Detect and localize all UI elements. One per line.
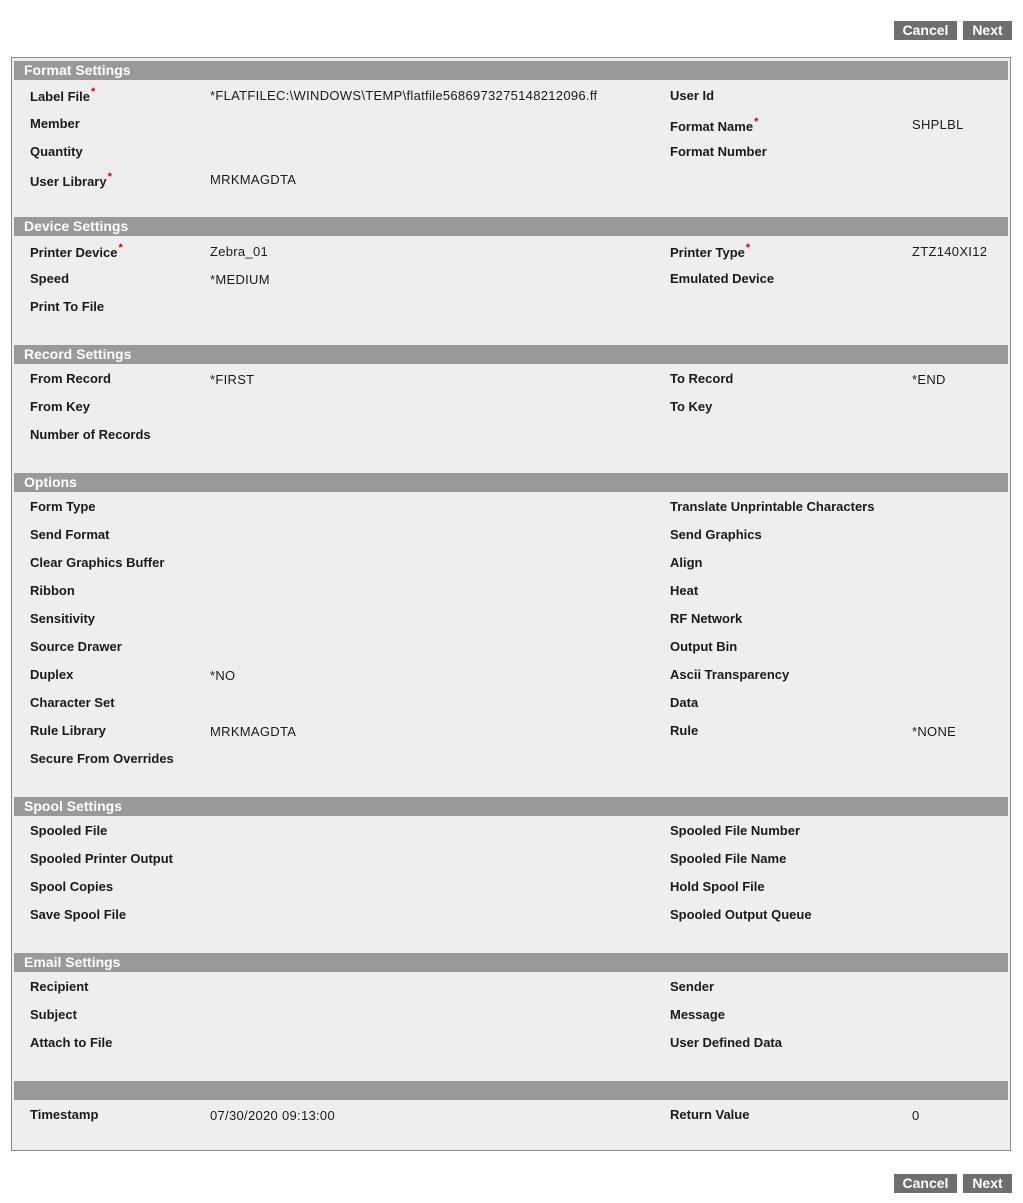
field-label-spooled-output-queue: Spooled Output Queue: [670, 907, 812, 922]
result-section: [14, 1081, 1008, 1123]
required-marker: *: [745, 242, 751, 254]
required-marker: *: [754, 116, 759, 128]
next-button-top[interactable]: Next: [963, 21, 1012, 40]
top-button-bar: [894, 21, 1012, 40]
form-row: [14, 499, 1008, 519]
format-name-value: SHPLBL: [912, 117, 964, 132]
printer-type-value: ZTZ140XI12: [912, 244, 988, 259]
field-label-align: Align: [670, 555, 703, 570]
form-row: [14, 527, 1008, 547]
field-label-format-name: Format Name*: [670, 116, 759, 134]
next-button-bottom[interactable]: Next: [963, 1174, 1012, 1193]
record-settings-section: [14, 345, 1008, 442]
field-label-printer-device: Printer Device*: [30, 242, 123, 260]
field-label-number-of-records: Number of Records: [30, 427, 151, 442]
field-label-recipient: Recipient: [30, 979, 89, 994]
section-header: [14, 1081, 1008, 1100]
field-label-label-file: Label File*: [30, 86, 96, 104]
form-row: [14, 751, 1008, 771]
form-row: [14, 851, 1008, 871]
field-label-hold-spool-file: Hold Spool File: [670, 879, 765, 894]
form-row: [14, 427, 1008, 447]
field-label-sender: Sender: [670, 979, 715, 994]
form-row: [14, 611, 1008, 631]
form-row: [14, 144, 1008, 164]
section-header: Spool Settings: [14, 797, 1008, 816]
field-label-heat: Heat: [670, 583, 699, 598]
form-row: [14, 583, 1008, 603]
field-label-character-set: Character Set: [30, 695, 115, 710]
field-label-emulated-device: Emulated Device: [670, 271, 775, 286]
field-label-duplex: Duplex: [30, 667, 74, 682]
field-label-send-graphics: Send Graphics: [670, 527, 762, 542]
form-row: [14, 171, 1008, 194]
field-label-source-drawer: Source Drawer: [30, 639, 122, 654]
required-marker: *: [118, 242, 123, 254]
field-label-attach-to-file: Attach to File: [30, 1035, 113, 1050]
section-header: Record Settings: [14, 345, 1008, 364]
field-label-spooled-file-name: Spooled File Name: [670, 851, 787, 866]
form-row: [14, 723, 1008, 743]
field-label-speed: Speed: [30, 271, 70, 286]
field-label-output-bin: Output Bin: [670, 639, 738, 654]
field-label-clear-graphics-buffer: Clear Graphics Buffer: [30, 555, 165, 570]
form-row: [14, 371, 1008, 391]
field-label-return-value: Return Value: [670, 1107, 750, 1122]
printer-device-value: Zebra_01: [210, 244, 269, 259]
field-label-spooled-file: Spooled File: [30, 823, 108, 838]
options-section: [14, 473, 1008, 766]
form-row: [14, 1007, 1008, 1027]
field-label-print-to-file: Print To File: [30, 299, 105, 314]
field-label-spooled-printer-output: Spooled Printer Output: [30, 851, 173, 866]
form-row: [14, 1107, 1008, 1127]
cancel-button-bottom[interactable]: Cancel: [894, 1174, 957, 1193]
user-library-value: MRKMAGDTA: [210, 172, 297, 187]
field-label-quantity: Quantity: [30, 144, 83, 159]
field-label-spool-copies: Spool Copies: [30, 879, 114, 894]
section-header: Device Settings: [14, 217, 1008, 236]
form-row: [14, 399, 1008, 419]
form-row: [14, 271, 1008, 291]
field-label-member: Member: [30, 116, 80, 131]
field-label-from-key: From Key: [30, 399, 90, 414]
form-row: [14, 116, 1008, 136]
field-label-ascii-transparency: Ascii Transparency: [670, 667, 790, 682]
form-row: [14, 979, 1008, 999]
form-row: [14, 86, 1008, 109]
field-label-to-key: To Key: [670, 399, 713, 414]
device-settings-section: [14, 217, 1008, 314]
bottom-button-bar: [894, 1174, 1012, 1193]
field-label-rf-network: RF Network: [670, 611, 743, 626]
field-label-translate-unprintable: Translate Unprintable Characters: [670, 499, 875, 514]
rule-value: *NONE: [912, 724, 957, 739]
required-marker: *: [90, 86, 96, 98]
field-label-rule: Rule: [670, 723, 699, 738]
field-label-format-number: Format Number: [670, 144, 767, 159]
field-label-user-library: User Library*: [30, 171, 112, 189]
form-row: [14, 1035, 1008, 1055]
section-header: Format Settings: [14, 61, 1008, 80]
field-label-secure-from-overrides: Secure From Overrides: [30, 751, 174, 766]
label-file-value: *FLATFILEC:\WINDOWS\TEMP\flatfile5686973275148212096.ff: [210, 88, 598, 103]
spool-settings-section: [14, 797, 1008, 922]
to-record-value: *END: [912, 372, 946, 387]
field-label-timestamp: Timestamp: [30, 1107, 99, 1122]
field-label-printer-type: Printer Type*: [670, 242, 751, 260]
field-label-form-type: Form Type: [30, 499, 96, 514]
return-value-value: 0: [912, 1108, 920, 1123]
format-settings-section: [14, 61, 1008, 189]
form-row: [14, 667, 1008, 687]
field-label-user-defined-data: User Defined Data: [670, 1035, 782, 1050]
duplex-value: *NO: [210, 668, 236, 683]
field-label-to-record: To Record: [670, 371, 734, 386]
form-row: [14, 299, 1008, 319]
field-label-save-spool-file: Save Spool File: [30, 907, 127, 922]
rule-library-value: MRKMAGDTA: [210, 724, 297, 739]
required-marker: *: [107, 171, 112, 183]
timestamp-value: 07/30/2020 09:13:00: [210, 1108, 335, 1123]
field-label-rule-library: Rule Library: [30, 723, 106, 738]
form-row: [14, 639, 1008, 659]
email-settings-section: [14, 953, 1008, 1050]
cancel-button-top[interactable]: Cancel: [894, 21, 957, 40]
form-row: [14, 555, 1008, 575]
form-row: [14, 242, 1008, 265]
settings-panel: [11, 57, 1011, 1151]
field-label-from-record: From Record: [30, 371, 111, 386]
form-row: [14, 907, 1008, 927]
field-label-subject: Subject: [30, 1007, 77, 1022]
field-label-spooled-file-number: Spooled File Number: [670, 823, 801, 838]
form-row: [14, 879, 1008, 899]
section-header: Email Settings: [14, 953, 1008, 972]
section-header: Options: [14, 473, 1008, 492]
field-label-ribbon: Ribbon: [30, 583, 75, 598]
field-label-send-format: Send Format: [30, 527, 110, 542]
form-row: [14, 695, 1008, 715]
field-label-data: Data: [670, 695, 699, 710]
field-label-sensitivity: Sensitivity: [30, 611, 96, 626]
from-record-value: *FIRST: [210, 372, 255, 387]
form-row: [14, 823, 1008, 843]
speed-value: *MEDIUM: [210, 272, 270, 287]
field-label-message: Message: [670, 1007, 725, 1022]
field-label-user-id: User Id: [670, 88, 715, 103]
